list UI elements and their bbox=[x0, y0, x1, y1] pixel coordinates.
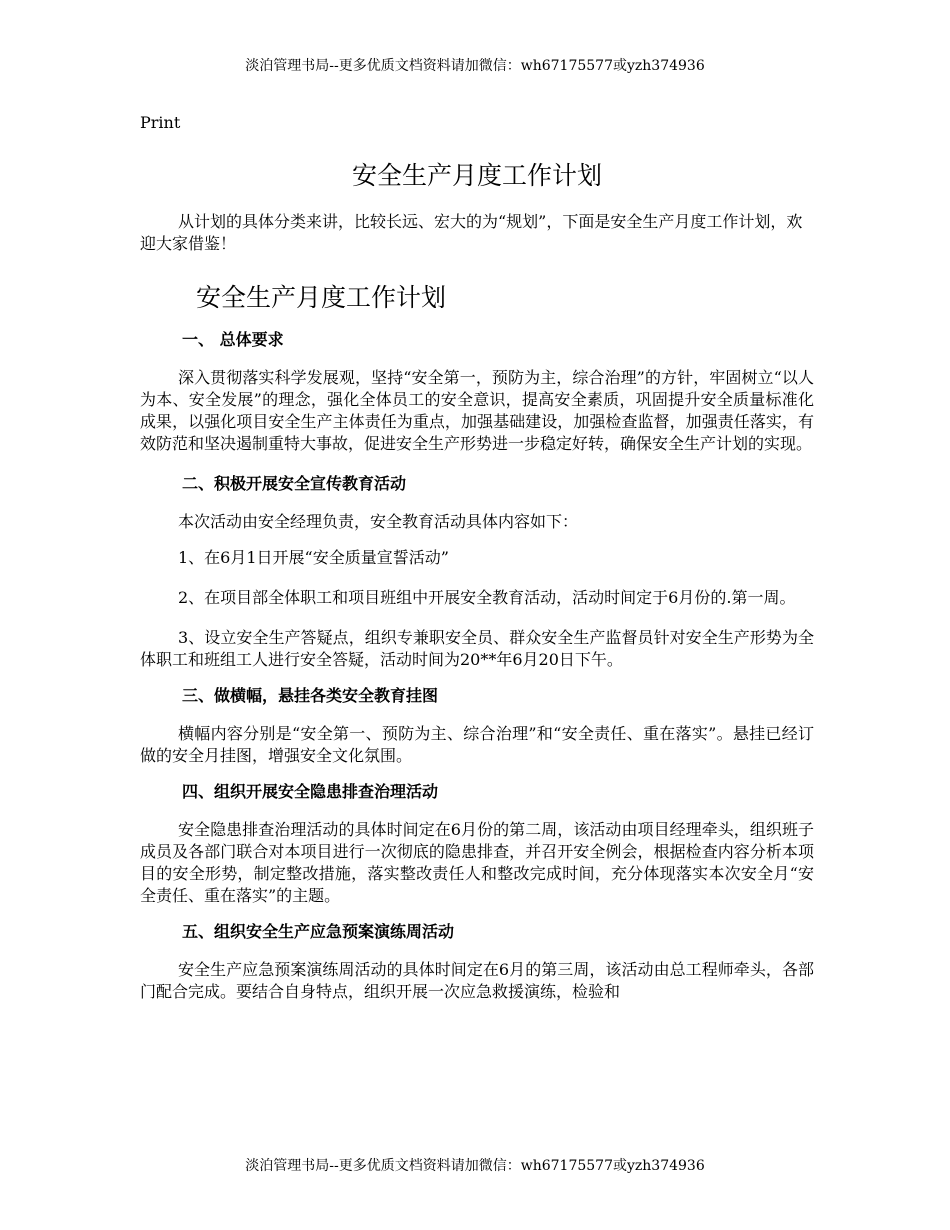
section-2-item-2: 2、在项目部全体职工和项目班组中开展安全教育活动，活动时间定于6月份的.第一周。 bbox=[178, 588, 796, 607]
section-4-paragraph: 安全隐患排查治理活动的具体时间定在6月份的第二周，该活动由项目经理牵头，组织班子成员及各部门联合对本项目进行一次彻底的隐患排查，并召开安全例会，根据检查内容分析本项目的安全形势，制定整改措施，落实整改责任人和整改完成时间，充分体现落实本次安全月“安全责任、重在落实”的主题。 bbox=[140, 820, 814, 905]
section-1-paragraph: 深入贯彻落实科学发展观，坚持“安全第一，预防为主，综合治理”的方针，牢固树立“以人为本、安全发展”的理念，强化全体员工的安全意识，提高安全素质，巩固提升安全质量标准化成果，以强化项目安全生产主体责任为重点，加强基础建设，加强检查监督，加强责任落实，有效防范和坚决遏制重特大事故，促进安全生产形势进一步稳定好转，确保安全生产计划的实现。 bbox=[140, 368, 814, 453]
print-label: Print bbox=[140, 113, 181, 132]
section-heading-1: 一、 总体要求 bbox=[182, 330, 284, 349]
intro-paragraph: 从计划的具体分类来讲，比较长远、宏大的为“规划”，下面是安全生产月度工作计划，欢迎大家借鉴！ bbox=[140, 212, 803, 253]
section-heading-4: 四、组织开展安全隐患排查治理活动 bbox=[182, 782, 439, 801]
section-3-paragraph: 横幅内容分别是“安全第一、预防为主、综合治理”和“安全责任、重在落实”。悬挂已经订做的安全月挂图，增强安全文化氛围。 bbox=[140, 724, 814, 765]
section-2-item-3: 3、设立安全生产答疑点，组织专兼职安全员、群众安全生产监督员针对安全生产形势为全体职工和班组工人进行安全答疑，活动时间为20**年6月20日下午。 bbox=[140, 628, 814, 669]
section-2-item-1: 1、在6月1日开展“安全质量宣誓活动” bbox=[178, 548, 449, 567]
section-heading-5: 五、组织安全生产应急预案演练周活动 bbox=[182, 922, 455, 941]
document-body bbox=[140, 112, 814, 1019]
section-heading-3: 三、做横幅，悬挂各类安全教育挂图 bbox=[182, 686, 439, 705]
page-footer: 淡泊管理书局--更多优质文档资料请加微信：wh67175577或yzh374936 bbox=[245, 1158, 705, 1174]
section-5-paragraph: 安全生产应急预案演练周活动的具体时间定在6月的第三周，该活动由总工程师牵头，各部门配合完成。要结合自身特点，组织开展一次应急救援演练，检验和 bbox=[140, 960, 814, 1001]
section-2-paragraph: 本次活动由安全经理负责，安全教育活动具体内容如下： bbox=[178, 512, 579, 531]
page-header: 淡泊管理书局--更多优质文档资料请加微信：wh67175577或yzh374936 bbox=[245, 58, 705, 74]
document-subtitle: 安全生产月度工作计划 bbox=[196, 283, 447, 312]
document-title: 安全生产月度工作计划 bbox=[351, 161, 602, 190]
section-heading-2: 二、积极开展安全宣传教育活动 bbox=[182, 474, 407, 493]
